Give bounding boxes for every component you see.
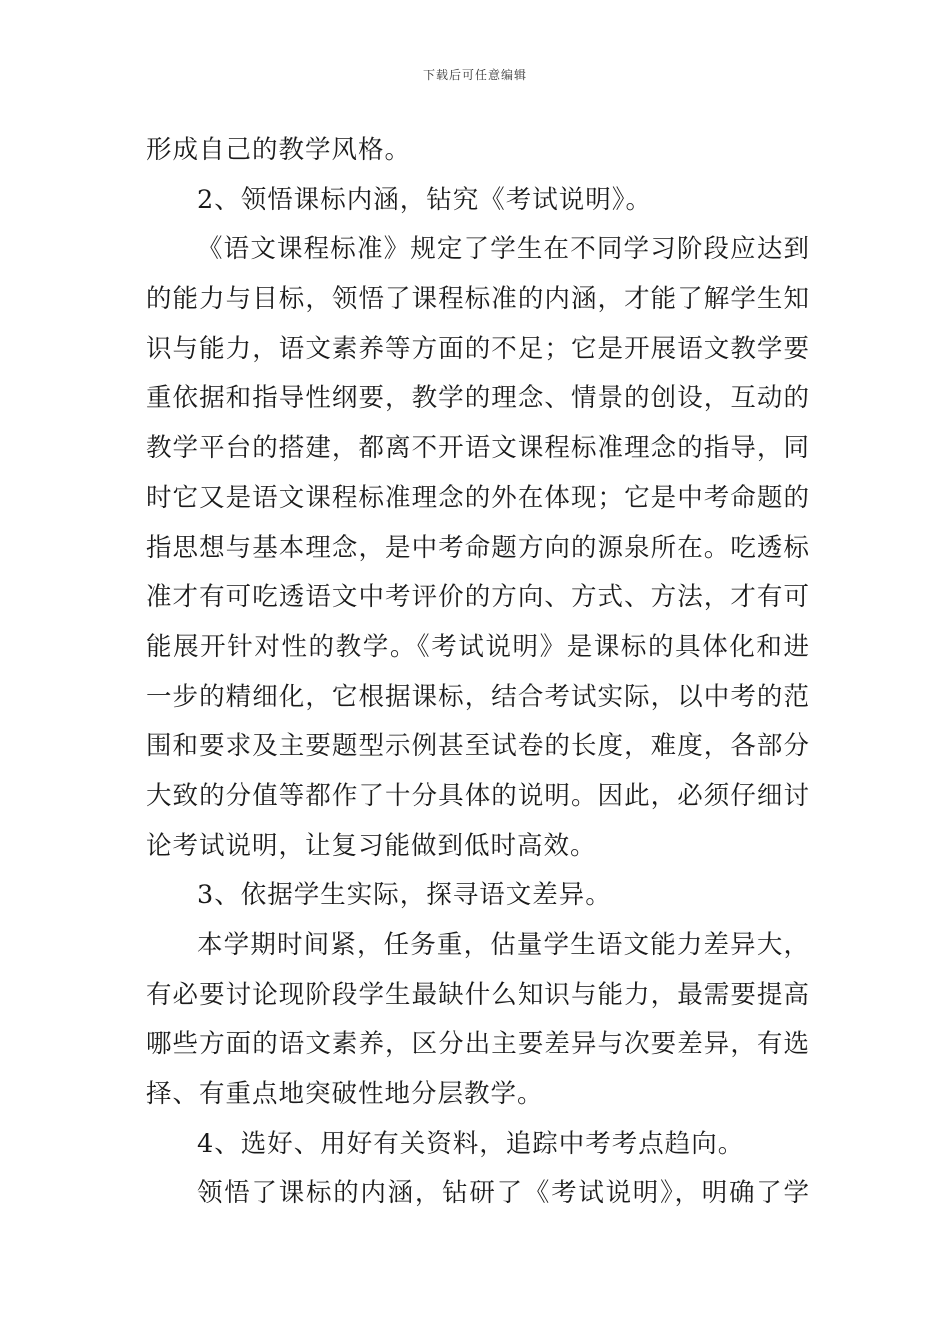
text-line: 本学期时间紧，任务重，估量学生语文能力差异大，	[197, 930, 810, 960]
text-line: 《语文课程标准》规定了学生在不同学习阶段应达到	[197, 234, 810, 265]
text-line: 的能力与目标，领悟了课程标准的内涵，才能了解学生知	[146, 284, 810, 315]
text-line: 3、依据学生实际，探寻语文差异。	[197, 880, 612, 911]
text-line: 一步的精细化，它根据课标，结合考试实际，以中考的范	[146, 681, 810, 712]
text-line: 论考试说明，让复习能做到低时高效。	[146, 830, 597, 861]
document-body	[146, 128, 810, 1221]
text-line: 领悟了课标的内涵，钻研了《考试说明》，明确了学	[197, 1178, 810, 1209]
text-line: 形成自己的教学风格。	[146, 135, 412, 165]
text-line: 时它又是语文课程标准理念的外在体现；它是中考命题的	[146, 482, 810, 513]
text-line: 围和要求及主要题型示例甚至试卷的长度，难度，各部分	[146, 731, 810, 762]
text-line: 哪些方面的语文素养，区分出主要差异与次要差异，有选	[146, 1029, 810, 1060]
text-line: 有必要讨论现阶段学生最缺什么知识与能力，最需要提高	[146, 979, 810, 1010]
text-line: 重依据和指导性纲要，教学的理念、情景的创设，互动的	[146, 383, 810, 414]
text-line: 4、选好、用好有关资料，追踪中考考点趋向。	[197, 1128, 745, 1159]
text-line: 择、有重点地突破性地分层教学。	[146, 1079, 544, 1110]
text-line: 指思想与基本理念，是中考命题方向的源泉所在。吃透标	[146, 532, 810, 563]
text-line: 大致的分值等都作了十分具体的说明。因此，必须仔细讨	[146, 780, 810, 811]
text-line: 识与能力，语文素养等方面的不足；它是开展语文教学要	[146, 333, 810, 364]
text-line: 2、领悟课标内涵，钻究《考试说明》。	[197, 184, 652, 215]
text-line: 能展开针对性的教学。《考试说明》是课标的具体化和进	[146, 631, 810, 662]
text-line: 教学平台的搭建，都离不开语文课程标准理念的指导，同	[146, 433, 810, 464]
text-line: 准才有可吃透语文中考评价的方向、方式、方法，才有可	[146, 582, 810, 613]
page-header-note: 下载后可任意编辑	[422, 68, 527, 82]
